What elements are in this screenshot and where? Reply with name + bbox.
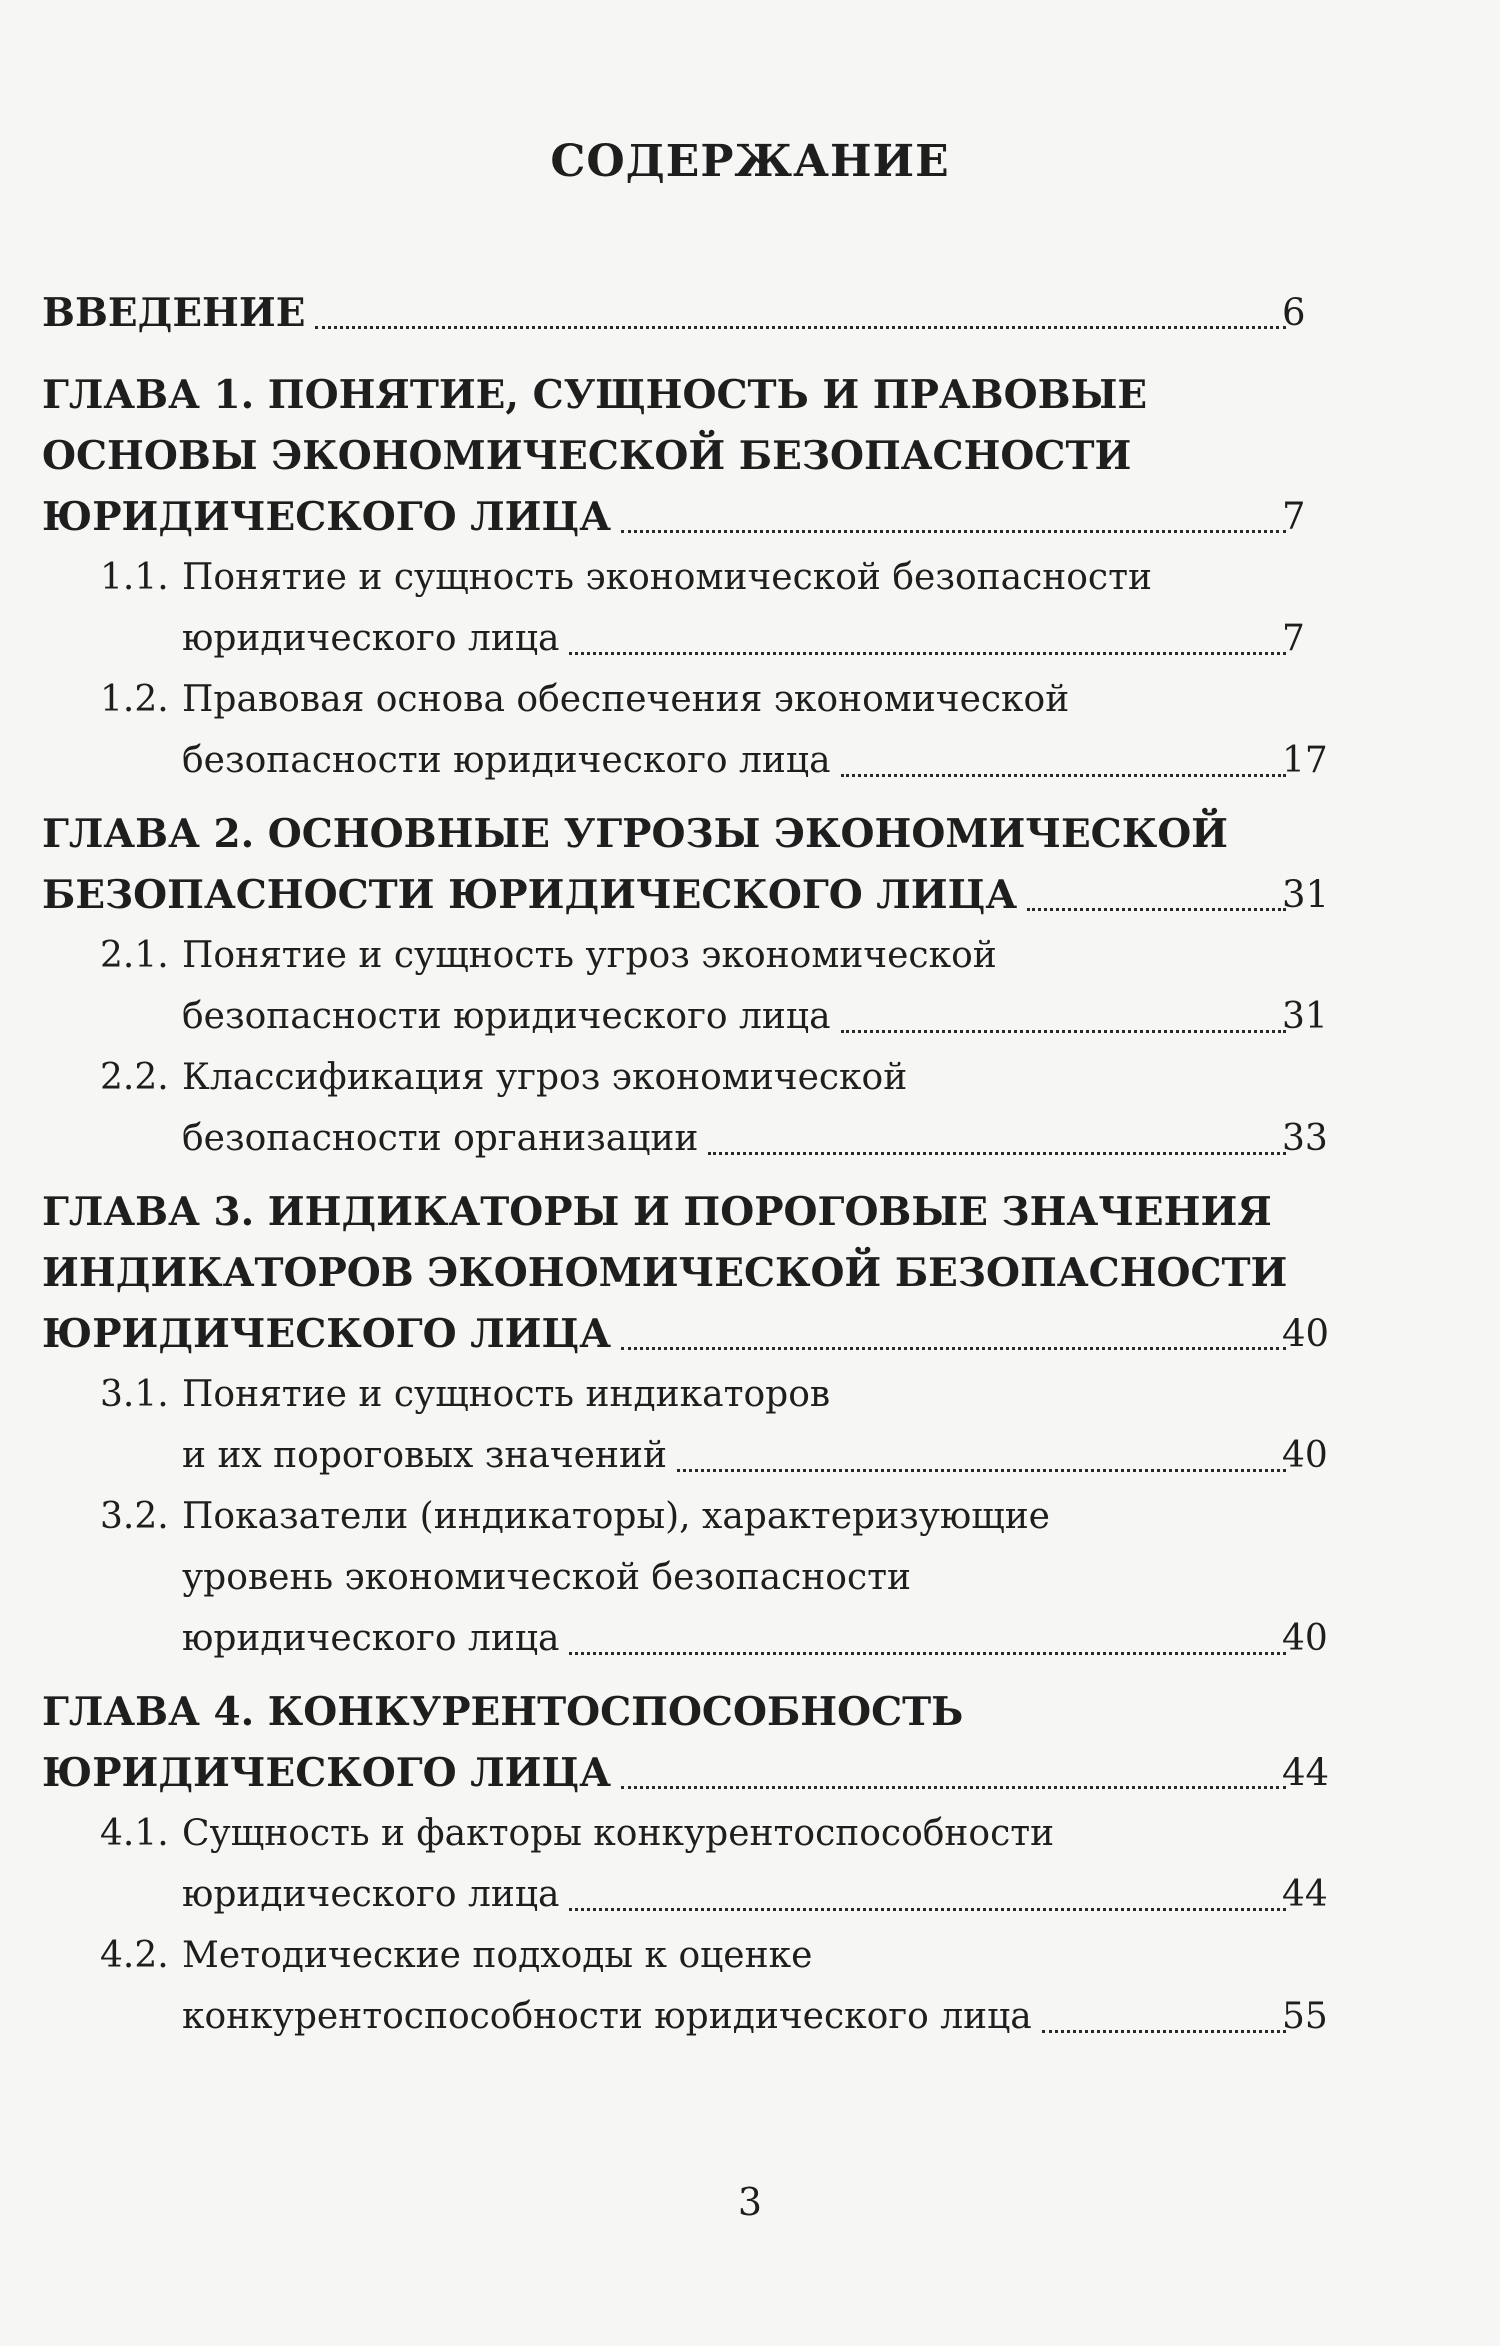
toc-chapter-line-text: ЮРИДИЧЕСКОГО ЛИЦА [42, 1750, 611, 1796]
toc-section-line [182, 670, 1290, 730]
toc-section-line [182, 1109, 1290, 1169]
toc-chapter-line [42, 865, 1290, 925]
toc-chapter-line-text: ГЛАВА 2. ОСНОВНЫЕ УГРОЗЫ ЭКОНОМИЧЕСКОЙ [42, 811, 1229, 857]
leader-dots [621, 1786, 1286, 1789]
toc-chapter-line-text: ИНДИКАТОРОВ ЭКОНОМИЧЕСКОЙ БЕЗОПАСНОСТИ [42, 1250, 1288, 1296]
toc-section-line-text: Понятие и сущность экономической безопасности [182, 557, 1152, 598]
leader-dots [1027, 908, 1286, 911]
toc-section-line [182, 731, 1290, 791]
leader-dots [569, 1908, 1286, 1911]
toc-intro [42, 283, 1290, 343]
toc-chapter-line [42, 804, 1290, 864]
leader-dots [677, 1469, 1286, 1472]
page-ref: 40 [1282, 1312, 1330, 1355]
leader-dots [315, 326, 1286, 329]
page-ref: 17 [1282, 740, 1328, 781]
toc-section-line-text: Классификация угроз экономической [182, 1057, 908, 1098]
toc-section-line [182, 1987, 1290, 2047]
toc-intro-text: ВВЕДЕНИЕ [42, 290, 306, 336]
toc-section-line [182, 1548, 1290, 1608]
toc-section-line-text: Показатели (индикаторы), характеризующие [182, 1496, 1050, 1537]
leader-dots [569, 652, 1286, 655]
page-ref: 40 [1282, 1618, 1328, 1659]
toc-section-number: 4.1. [100, 1813, 169, 1854]
page-ref: 44 [1282, 1874, 1328, 1915]
toc-chapter-line-text: ГЛАВА 4. КОНКУРЕНТОСПОСОБНОСТЬ [42, 1689, 964, 1735]
toc-section-line [182, 1804, 1290, 1864]
page-ref: 44 [1282, 1751, 1330, 1794]
toc-section-line-text: уровень экономической безопасности [182, 1557, 912, 1598]
toc-chapter-line-text: ЮРИДИЧЕСКОГО ЛИЦА [42, 494, 611, 540]
toc-chapter-line-text: ГЛАВА 1. ПОНЯТИЕ, СУЩНОСТЬ И ПРАВОВЫЕ [42, 372, 1148, 418]
page-ref: 31 [1282, 996, 1328, 1037]
toc-section-line [182, 1426, 1290, 1486]
toc-section-line-text: Методические подходы к оценке [182, 1935, 813, 1976]
toc-chapter-line [42, 487, 1290, 547]
toc-section-line [182, 548, 1290, 608]
leader-dots [621, 530, 1286, 533]
toc-chapter-line-text: ЮРИДИЧЕСКОГО ЛИЦА [42, 1311, 611, 1357]
toc-chapter-line [42, 1243, 1290, 1303]
toc-chapter-line-text: ГЛАВА 3. ИНДИКАТОРЫ И ПОРОГОВЫЕ ЗНАЧЕНИЯ [42, 1189, 1272, 1235]
toc-section-number: 1.2. [100, 679, 169, 720]
toc-chapter-line [42, 1682, 1290, 1742]
toc-section-line [182, 1048, 1290, 1108]
toc-section-line-text: безопасности юридического лица [182, 740, 831, 781]
page-ref: 40 [1282, 1435, 1328, 1476]
toc-section-line [182, 1609, 1290, 1669]
toc-section-line-text: юридического лица [182, 1874, 560, 1915]
toc-section-number: 1.1. [100, 557, 169, 598]
leader-dots [569, 1652, 1286, 1655]
toc-section-line [182, 1865, 1290, 1925]
page-ref: 7 [1282, 618, 1305, 659]
page-ref: 55 [1282, 1996, 1328, 2037]
leader-dots [621, 1347, 1286, 1350]
leader-dots [841, 1030, 1286, 1033]
page-number: 3 [737, 2180, 763, 2224]
toc-chapter-line [42, 1304, 1290, 1364]
toc-section-line-text: юридического лица [182, 618, 560, 659]
toc-section-number: 4.2. [100, 1935, 169, 1976]
page-ref: 33 [1282, 1118, 1328, 1159]
page-ref: 31 [1282, 873, 1330, 916]
toc-section-line [182, 609, 1290, 669]
toc-section-line-text: конкурентоспособности юридического лица [182, 1996, 1032, 2037]
toc-section-number: 2.1. [100, 935, 169, 976]
leader-dots [1042, 2030, 1286, 2033]
toc-section-number: 3.2. [100, 1496, 169, 1537]
toc-section-line-text: Понятие и сущность индикаторов [182, 1374, 831, 1415]
toc-section-line [182, 1487, 1290, 1547]
toc-section-line [182, 1365, 1290, 1425]
toc-section-line-text: Сущность и факторы конкурентоспособности [182, 1813, 1055, 1854]
toc-chapter-line [42, 1743, 1290, 1803]
page-title: СОДЕРЖАНИЕ [550, 136, 950, 187]
toc-section-line-text: и их пороговых значений [182, 1435, 667, 1476]
toc-section-number: 3.1. [100, 1374, 169, 1415]
toc-section-number: 2.2. [100, 1057, 169, 1098]
page-ref: 6 [1282, 291, 1306, 334]
toc-chapter-line-text: БЕЗОПАСНОСТИ ЮРИДИЧЕСКОГО ЛИЦА [42, 872, 1018, 918]
toc-section-line [182, 987, 1290, 1047]
toc-chapter-line [42, 365, 1290, 425]
toc-section-line-text: юридического лица [182, 1618, 560, 1659]
toc-section-line-text: Правовая основа обеспечения экономической [182, 679, 1070, 720]
toc-chapter-line [42, 1182, 1290, 1242]
toc-section-line [182, 1926, 1290, 1986]
toc-section-line-text: безопасности организации [182, 1118, 699, 1159]
toc-section-line-text: безопасности юридического лица [182, 996, 831, 1037]
leader-dots [708, 1152, 1286, 1155]
leader-dots [841, 774, 1286, 777]
toc-section-line-text: Понятие и сущность угроз экономической [182, 935, 997, 976]
page-ref: 7 [1282, 495, 1306, 538]
toc-chapter-line [42, 426, 1290, 486]
toc-section-line [182, 926, 1290, 986]
toc-chapter-line-text: ОСНОВЫ ЭКОНОМИЧЕСКОЙ БЕЗОПАСНОСТИ [42, 433, 1132, 479]
